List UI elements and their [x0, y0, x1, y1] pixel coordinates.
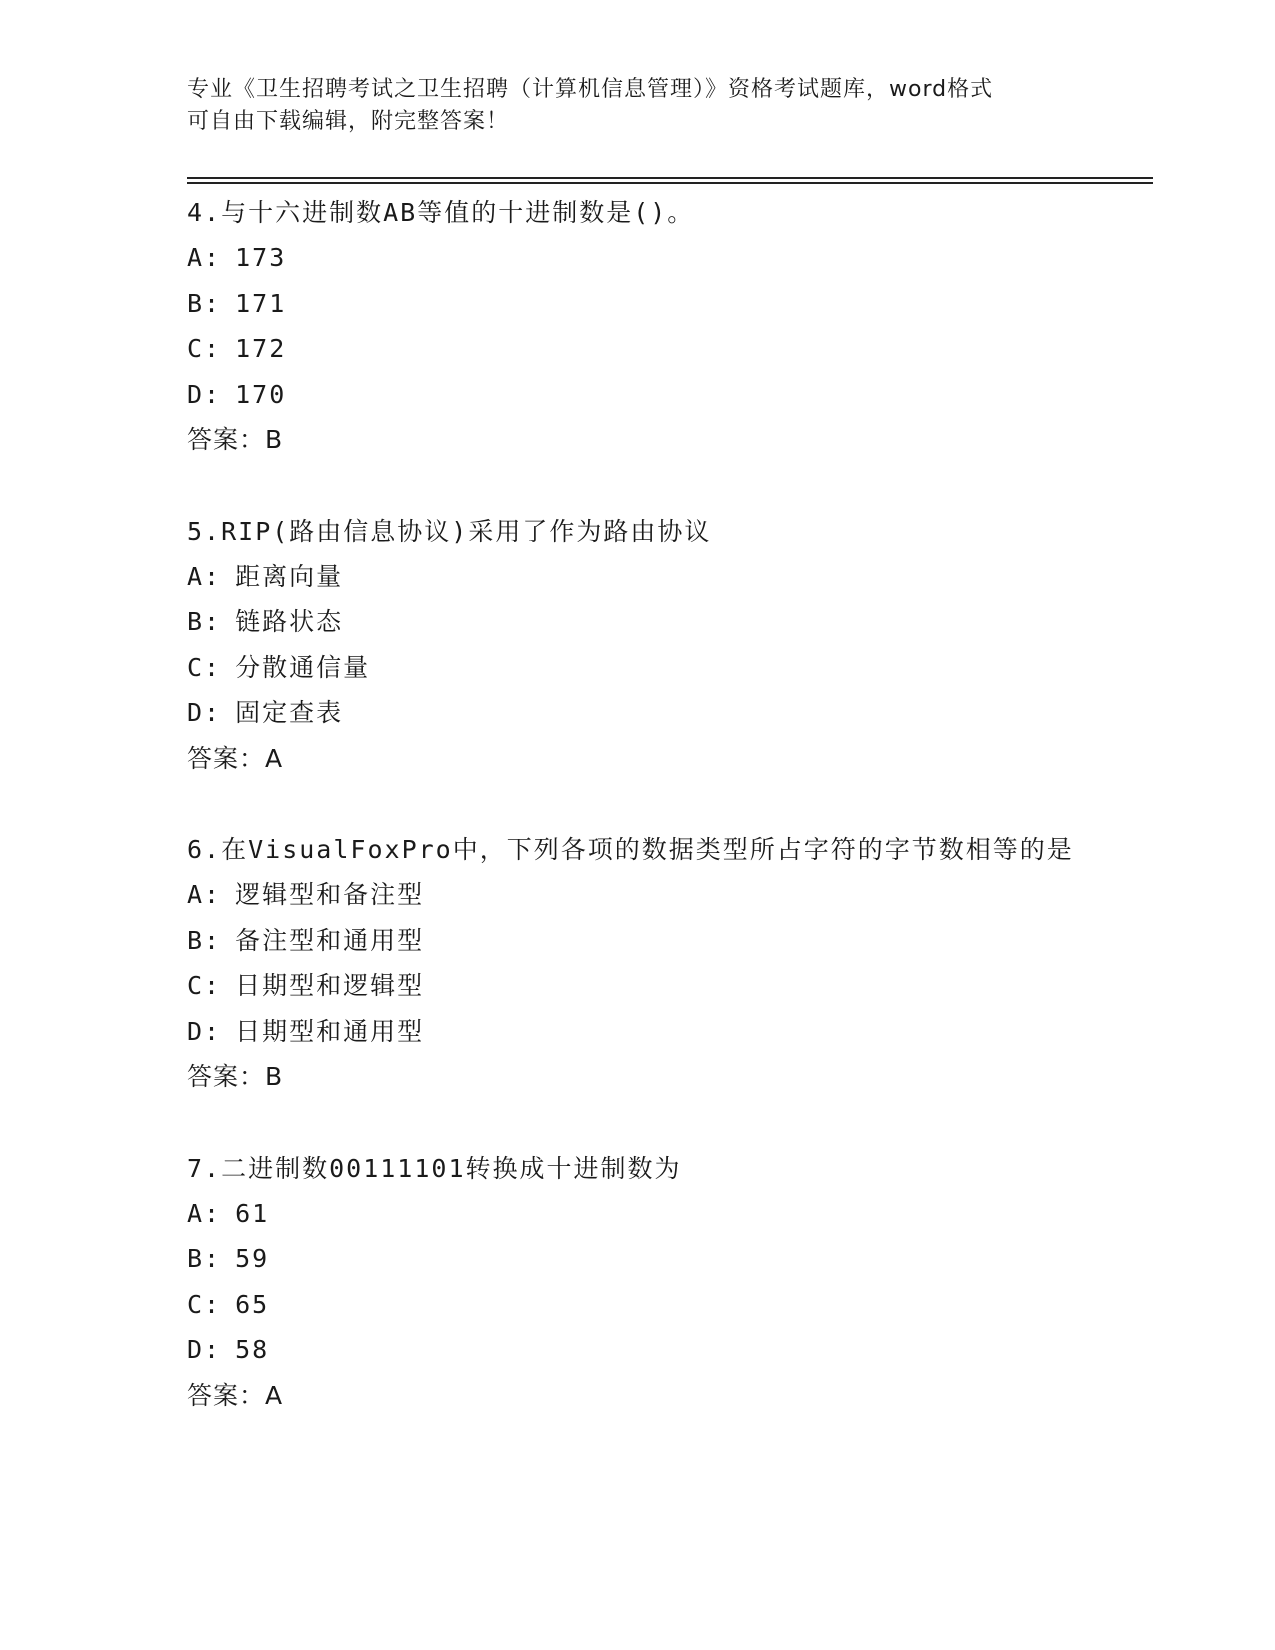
question-5: [187, 509, 1087, 782]
option-value: 距离向量: [235, 561, 344, 591]
option-d: [187, 372, 1087, 418]
option-value: 59: [235, 1244, 270, 1273]
option-key: D:: [187, 698, 222, 727]
option-key: C:: [187, 1289, 222, 1319]
option-value: 备注型和通用型: [235, 925, 425, 955]
option-key: B:: [187, 925, 222, 955]
answer: 答案：A: [187, 743, 284, 773]
option-value: 173: [235, 243, 287, 272]
answer: 答案：B: [187, 1062, 284, 1091]
option-a: [187, 1191, 1087, 1237]
option-key: A:: [187, 243, 222, 272]
header-line-2: 可自由下载编辑，附完整答案！: [187, 109, 510, 134]
question-title: 7.二进制数00111101转换成十进制数为: [187, 1153, 682, 1183]
option-key: B:: [187, 288, 222, 318]
option-b: [187, 599, 1087, 645]
option-key: D:: [187, 1016, 222, 1046]
question-6: [187, 827, 1087, 1100]
option-value: 58: [235, 1335, 270, 1364]
question-list: [187, 190, 1087, 1464]
header-divider-top: [187, 177, 1153, 179]
option-value: 65: [235, 1289, 270, 1319]
option-c: [187, 326, 1087, 372]
option-value: 170: [235, 379, 287, 409]
option-key: C:: [187, 652, 222, 682]
option-c: [187, 963, 1087, 1009]
header-line-1: 专业《卫生招聘考试之卫生招聘（计算机信息管理）》资格考试题库，word格式: [187, 77, 994, 102]
option-b: [187, 1236, 1087, 1282]
option-a: [187, 554, 1087, 600]
option-key: B:: [187, 607, 222, 636]
option-d: [187, 690, 1087, 736]
option-value: 日期型和通用型: [235, 1016, 425, 1046]
question-7: [187, 1146, 1087, 1419]
option-b: [187, 281, 1087, 327]
option-value: 61: [235, 1198, 270, 1228]
option-key: C:: [187, 334, 222, 363]
option-a: [187, 235, 1087, 281]
option-d: [187, 1009, 1087, 1055]
question-title: 4.与十六进制数AB等值的十进制数是()。: [187, 198, 695, 227]
option-c: [187, 1282, 1087, 1328]
document-header: [187, 74, 1087, 138]
option-key: D:: [187, 379, 222, 409]
option-key: B:: [187, 1244, 222, 1273]
question-title: 6.在VisualFoxPro中，下列各项的数据类型所占字符的字节数相等的是: [187, 835, 1074, 864]
option-value: 逻辑型和备注型: [235, 880, 425, 909]
answer: 答案：B: [187, 425, 284, 454]
option-value: 171: [235, 288, 287, 318]
option-value: 分散通信量: [235, 652, 371, 682]
option-key: C:: [187, 971, 222, 1000]
option-value: 固定查表: [235, 698, 344, 727]
option-key: A:: [187, 1198, 222, 1228]
option-key: A:: [187, 880, 222, 909]
option-value: 172: [235, 334, 287, 363]
option-d: [187, 1327, 1087, 1373]
question-title: 5.RIP(路由信息协议)采用了作为路由协议: [187, 516, 712, 546]
answer: 答案：A: [187, 1380, 284, 1410]
option-key: D:: [187, 1335, 222, 1364]
option-b: [187, 918, 1087, 964]
question-4: [187, 190, 1087, 463]
option-value: 链路状态: [235, 607, 344, 636]
option-c: [187, 645, 1087, 691]
option-a: [187, 872, 1087, 918]
header-divider-bottom: [187, 182, 1153, 184]
option-value: 日期型和逻辑型: [235, 971, 425, 1000]
option-key: A:: [187, 561, 222, 591]
